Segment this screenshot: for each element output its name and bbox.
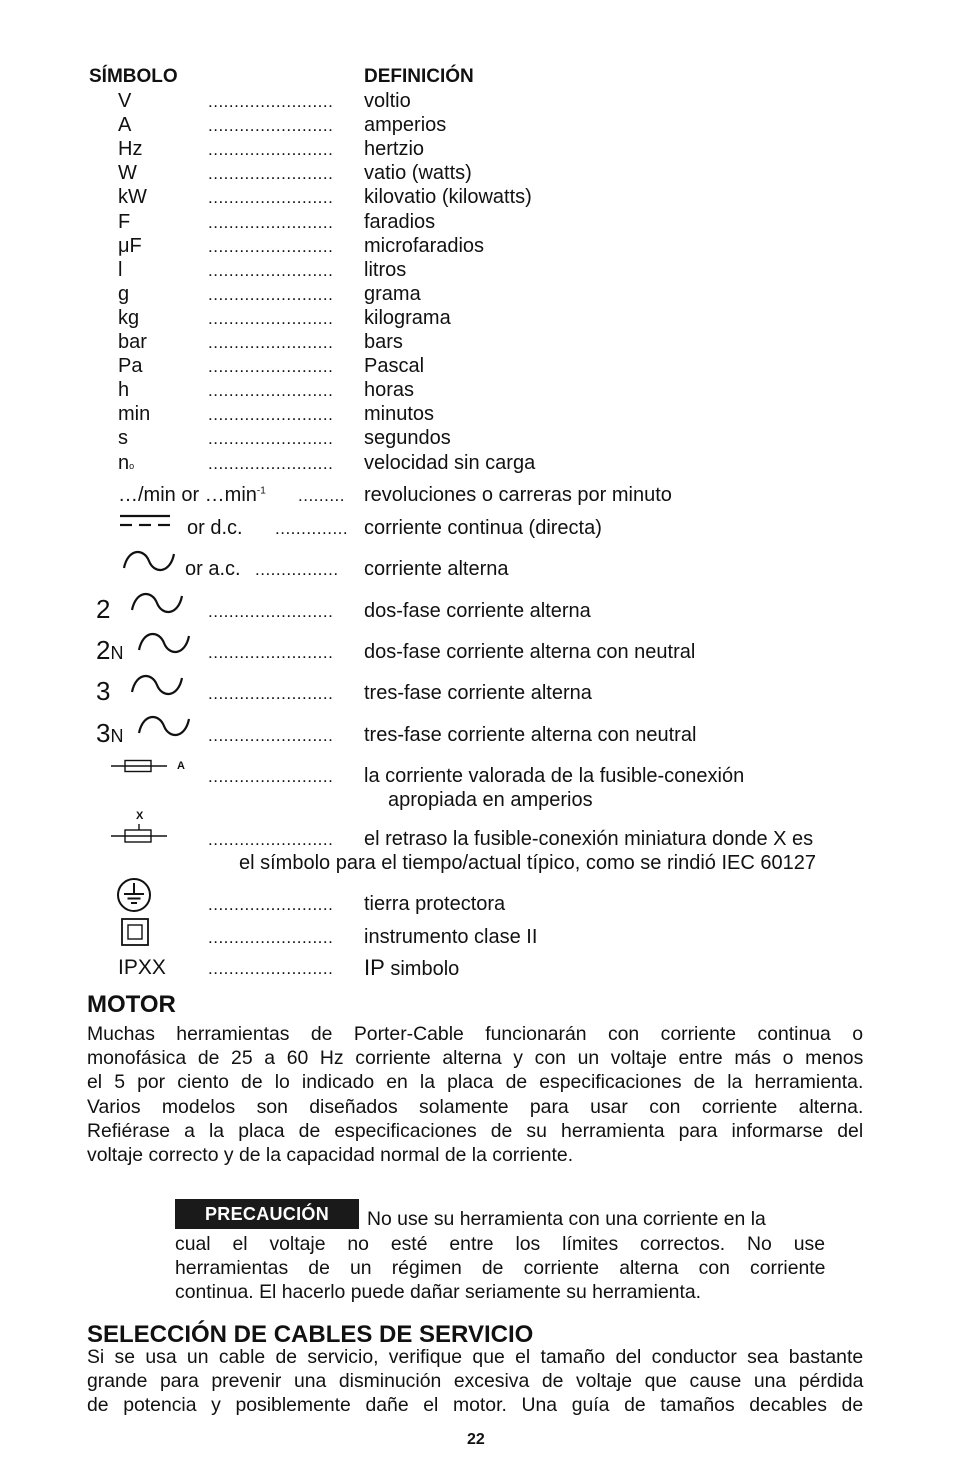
phase2-leader: ........................ <box>208 602 334 621</box>
fuse-definition-2: apropiada en amperios <box>388 789 593 811</box>
rpm-symbol: …/min or $\dots\min^{-1}$ <box>118 484 266 506</box>
delay-fuse-icon <box>111 824 167 846</box>
ipxx-definition: IP simbolo <box>364 955 460 980</box>
phase3-ac-icon <box>130 670 184 700</box>
fuse-leader: ........................ <box>208 767 334 786</box>
ipxx-symbol: IPXX <box>118 956 166 979</box>
dc-leader: .............. <box>275 519 349 538</box>
leader-dots: ........................ <box>208 429 334 449</box>
fuse-icon <box>111 759 167 773</box>
cables-paragraph <box>87 1345 863 1418</box>
ac-definition: corriente alterna <box>364 558 509 580</box>
paragraph-line: cual el voltaje no esté entre los límites correctos. No use <box>175 1233 825 1255</box>
definition-column-header: DEFINICIÓN <box>364 66 474 87</box>
phase2-prefix: 2 <box>96 594 111 624</box>
ipxx-leader: ........................ <box>208 959 334 978</box>
dc-definition: corriente continua (directa) <box>364 517 602 539</box>
definition-cell: faradios <box>364 210 436 233</box>
ac-symbol-text: or a.c. <box>185 558 241 580</box>
phase2n-prefix: 2N <box>96 635 124 665</box>
ac-leader: ................ <box>255 560 339 579</box>
definition-cell: Pascal <box>364 355 425 378</box>
class2-definition: instrumento clase II <box>364 926 538 948</box>
paragraph-line: grande para prevenir una disminución excesiva de voltaje que cause una pérdida <box>87 1370 864 1393</box>
definition-cell: kilograma <box>364 306 451 329</box>
earth-leader: ........................ <box>208 895 334 914</box>
symbol-cell: F <box>118 210 131 233</box>
paragraph-line: Varios modelos son diseñados solamente para usar con corriente alterna. <box>87 1095 864 1118</box>
symbol-cell: min <box>118 403 151 426</box>
phase3-prefix: 3 <box>96 676 111 706</box>
leader-dots: ........................ <box>208 284 334 304</box>
leader-dots: ........................ <box>208 140 334 160</box>
leader-dots: ........................ <box>208 212 334 232</box>
ac-symbol-icon <box>122 546 176 576</box>
symbol-cell: g <box>118 282 130 305</box>
page-number: 22 <box>467 1431 485 1448</box>
paragraph-line: continua. El hacerlo puede dañar seriamente su herramienta. <box>175 1281 702 1304</box>
definition-cell: vatio (watts) <box>364 162 472 185</box>
phase2n-leader: ........................ <box>208 643 334 662</box>
definition-cell: velocidad sin carga <box>364 451 536 474</box>
fuse-definition-1: la corriente valorada de la fusible-conexión <box>364 765 745 787</box>
definition-cell: litros <box>364 258 407 281</box>
leader-dots: ........................ <box>208 164 334 184</box>
cables-heading: SELECCIÓN DE CABLES DE SERVICIO <box>87 1321 534 1348</box>
phase3n-prefix: 3N <box>96 718 124 748</box>
phase3-leader: ........................ <box>208 684 334 703</box>
phase3n-ac-icon <box>137 711 191 741</box>
symbol-cell: Hz <box>118 138 143 161</box>
rpm-definition: revoluciones o carreras por minuto <box>364 484 672 506</box>
leader-dots: ........................ <box>208 357 334 377</box>
symbol-cell: l <box>118 258 123 281</box>
caution-badge: PRECAUCIÓN <box>175 1199 359 1229</box>
dc-symbol-icon <box>120 514 172 528</box>
phase2n-ac-icon <box>137 628 191 658</box>
motor-heading: MOTOR <box>87 991 176 1018</box>
definition-cell: grama <box>364 282 421 305</box>
dc-symbol-text: or d.c. <box>187 517 243 539</box>
delay-fuse-leader: ........................ <box>208 830 334 849</box>
definition-cell: kilovatio (kilowatts) <box>364 186 532 209</box>
delay-fuse-definition-1: el retraso la fusible-conexión miniatura donde X es <box>364 828 814 850</box>
leader-dots: ........................ <box>208 405 334 425</box>
paragraph-line: el 5 por ciento de lo indicado en la placa de especificaciones de la herramienta. <box>87 1071 864 1094</box>
motor-paragraph <box>87 1022 863 1167</box>
phase2-definition: dos-fase corriente alterna <box>364 600 591 622</box>
paragraph-line: Muchas herramientas de Porter-Cable funcionarán con corriente continua o <box>87 1023 863 1045</box>
definition-cell: minutos <box>364 403 435 426</box>
symbol-cell: h <box>118 379 130 402</box>
leader-dots: ........................ <box>208 116 334 136</box>
leader-dots: ........................ <box>208 333 334 352</box>
definition-cell: horas <box>364 379 415 402</box>
phase3-definition: tres-fase corriente alterna <box>364 682 592 704</box>
delay-fuse-definition-2: el símbolo para el tiempo/actual típico, como se rindió IEC 60127 <box>239 852 816 874</box>
paragraph-line: de potencia y posiblemente dañe el motor. Una guía de tamaños decables de <box>87 1394 864 1417</box>
definition-cell: bars <box>364 331 403 353</box>
paragraph-line: Refiérase a la placa de especificaciones de su herramienta para informarse del <box>87 1119 864 1142</box>
symbol-cell: no <box>118 451 135 474</box>
symbol-cell: μF <box>118 234 142 257</box>
paragraph-line: herramientas de un régimen de corriente alterna con corriente <box>175 1257 826 1280</box>
caution-first-line: No use su herramienta con una corriente en la <box>367 1208 766 1230</box>
symbol-cell: kW <box>118 186 147 209</box>
leader-dots: ........................ <box>208 260 334 280</box>
leader-dots: ........................ <box>208 188 334 208</box>
protective-earth-icon <box>116 877 152 913</box>
phase3n-definition: tres-fase corriente alterna con neutral <box>364 724 697 746</box>
symbol-cell: Pa <box>118 355 143 378</box>
phase3n-leader: ........................ <box>208 726 334 745</box>
definition-cell: microfaradios <box>364 234 485 257</box>
leader-dots: ........................ <box>208 236 334 256</box>
class-ii-icon <box>121 918 149 946</box>
leader-dots: ........................ <box>208 381 334 401</box>
symbol-cell: V <box>118 90 132 112</box>
caution-paragraph <box>175 1232 825 1305</box>
leader-dots: ........................ <box>208 308 334 328</box>
definition-cell: voltio <box>364 90 411 112</box>
symbol-column-header: SÍMBOLO <box>89 66 178 87</box>
leader-dots: ........................ <box>208 92 334 111</box>
leader-dots: ........................ <box>208 453 334 473</box>
class2-leader: ........................ <box>208 928 334 947</box>
delay-fuse-label: X <box>136 810 144 822</box>
fuse-label: A <box>177 760 185 772</box>
phase2n-definition: dos-fase corriente alterna con neutral <box>364 641 696 663</box>
paragraph-line: voltaje correcto y de la capacidad normal de la corriente. <box>87 1144 574 1167</box>
symbol-cell: A <box>118 114 132 137</box>
symbol-cell: bar <box>118 331 147 353</box>
paragraph-line: Si se usa un cable de servicio, verifique que el tamaño del conductor sea bastante <box>87 1346 864 1368</box>
earth-definition: tierra protectora <box>364 893 506 915</box>
rpm-leader: ......... <box>298 486 346 505</box>
definition-cell: hertzio <box>364 138 425 161</box>
symbol-cell: s <box>118 427 128 450</box>
symbol-cell: W <box>118 162 137 185</box>
symbol-cell: kg <box>118 306 140 329</box>
definition-cell: amperios <box>364 114 447 137</box>
definition-cell: segundos <box>364 427 451 450</box>
paragraph-line: monofásica de 25 a 60 Hz corriente alterna y con un voltaje entre más o menos <box>87 1047 864 1070</box>
phase2-ac-icon <box>130 588 184 618</box>
